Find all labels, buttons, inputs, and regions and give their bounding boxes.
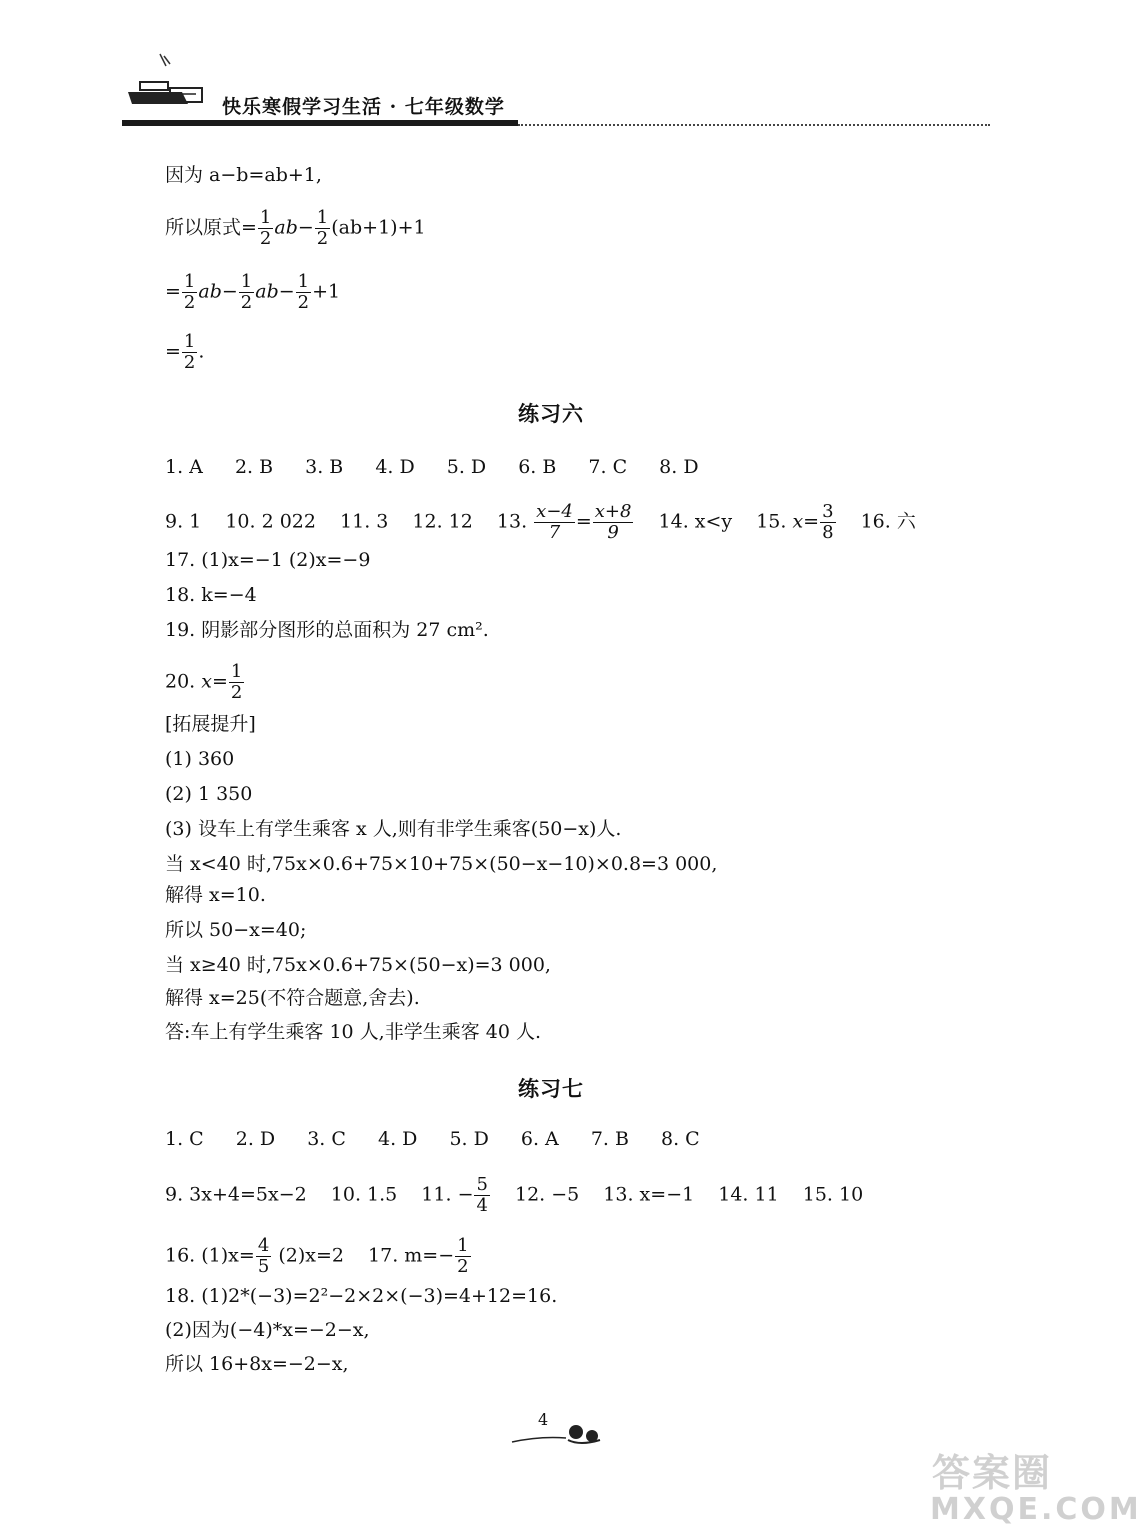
fraction-q17 bbox=[455, 1236, 470, 1277]
answer-q13-label: 13. bbox=[496, 510, 528, 533]
watermark-url: MXQE.COM bbox=[930, 1492, 1142, 1527]
fraction-half bbox=[239, 272, 254, 313]
prev-l2-b: (ab+1)+1 bbox=[331, 216, 426, 239]
answer-q20-label: 20. bbox=[165, 670, 196, 693]
extension-line: 解得 x=10. bbox=[165, 884, 266, 906]
prev-l3-a: ab− bbox=[198, 280, 238, 303]
answer-item: 4. D bbox=[377, 1128, 418, 1150]
frac-num: 1 bbox=[230, 661, 243, 682]
fraction-q13-left bbox=[534, 502, 575, 543]
frac-num: x+8 bbox=[594, 501, 632, 522]
answer-item: 1. A bbox=[165, 456, 203, 478]
prev-line-1: 因为 a−b=ab+1, bbox=[165, 164, 322, 186]
answer-item: 1. C bbox=[165, 1128, 204, 1150]
section6-row2 bbox=[165, 502, 916, 543]
frac-num: 3 bbox=[822, 501, 834, 522]
answer-item: 3. B bbox=[305, 456, 344, 478]
fraction-half bbox=[182, 332, 197, 373]
frac-den: 2 bbox=[183, 352, 196, 373]
fraction-half bbox=[258, 208, 273, 249]
frac-num: 1 bbox=[297, 271, 310, 292]
fraction-q20 bbox=[229, 662, 244, 703]
answer-item: 6. B bbox=[518, 456, 557, 478]
answer-item: 6. A bbox=[520, 1128, 559, 1150]
header-logo bbox=[122, 52, 212, 112]
section7-row2 bbox=[165, 1175, 863, 1216]
answer-item: 2. D bbox=[235, 1128, 276, 1150]
answer-item: 7. B bbox=[590, 1128, 629, 1150]
section7-row1 bbox=[165, 1127, 704, 1151]
answer-q12: 12. 12 bbox=[412, 510, 473, 533]
answer-q17-pre: m=− bbox=[404, 1244, 455, 1267]
answer-q9: 9. 3x+4=5x−2 bbox=[165, 1183, 307, 1206]
prev-l3-prefix: = bbox=[165, 280, 181, 303]
prev-line-4 bbox=[165, 332, 204, 373]
fraction-q16 bbox=[256, 1236, 271, 1277]
fraction-q11 bbox=[474, 1175, 489, 1216]
answer-q12: 12. −5 bbox=[514, 1183, 580, 1206]
answer-q15-label: 15. bbox=[756, 510, 787, 533]
answer-q14: 14. x<y bbox=[658, 510, 733, 533]
answer-q16-pre: (1)x= bbox=[201, 1244, 255, 1267]
fraction-half bbox=[315, 208, 330, 249]
prev-l3-c: +1 bbox=[312, 280, 341, 303]
answer-item: 2. B bbox=[234, 456, 274, 478]
answer-q18-line2: (2)因为(−4)*x=−2−x, bbox=[165, 1319, 370, 1341]
section6-title: 练习六 bbox=[518, 401, 584, 426]
extension-line: 所以 50−x=40; bbox=[165, 919, 307, 941]
answer-q18: 18. k=−4 bbox=[165, 584, 257, 606]
prev-l4-suffix: . bbox=[198, 340, 205, 363]
answer-item: 8. D bbox=[659, 456, 699, 478]
answer-q16: 16. 六 bbox=[860, 510, 916, 533]
answer-q19: 19. 阴影部分图形的总面积为 27 cm². bbox=[165, 619, 489, 641]
section6-row1 bbox=[165, 455, 703, 479]
answer-q9: 9. 1 bbox=[165, 510, 202, 533]
frac-num: 4 bbox=[257, 1235, 270, 1256]
section7-row3 bbox=[165, 1236, 472, 1277]
frac-num: 1 bbox=[316, 207, 329, 228]
answer-q15-pre: x= bbox=[792, 510, 820, 533]
answer-q16-label: 16. bbox=[165, 1244, 196, 1267]
answer-q11-pre: − bbox=[457, 1183, 474, 1206]
prev-l4-prefix: = bbox=[165, 340, 181, 363]
page-number: 4 bbox=[538, 1410, 549, 1429]
answer-q17: 17. (1)x=−1 (2)x=−9 bbox=[165, 549, 371, 571]
frac-num: 5 bbox=[476, 1174, 488, 1195]
prev-l2-prefix: 所以原式= bbox=[165, 216, 257, 239]
prev-l2-a: ab− bbox=[274, 216, 314, 239]
frac-den: 2 bbox=[259, 228, 272, 249]
page-ornament-icon bbox=[510, 1418, 610, 1446]
answer-q18: 18. (1)2*(−3)=2²−2×2×(−3)=4+12=16. bbox=[165, 1285, 558, 1307]
answer-item: 4. D bbox=[375, 456, 415, 478]
answer-q18-line3: 所以 16+8x=−2−x, bbox=[165, 1353, 349, 1375]
frac-num: 1 bbox=[240, 271, 253, 292]
answer-q20-pre: x= bbox=[201, 670, 228, 693]
header-rule-dotted bbox=[518, 124, 990, 126]
answer-q10: 10. 1.5 bbox=[330, 1183, 398, 1206]
frac-num: 1 bbox=[259, 207, 272, 228]
fraction-half bbox=[182, 272, 197, 313]
frac-den: 2 bbox=[316, 228, 329, 249]
watermark-logo: 答案圈 bbox=[932, 1451, 1053, 1495]
frac-den: 2 bbox=[183, 292, 196, 313]
extension-line: 当 x≥40 时,75x×0.6+75×(50−x)=3 000, bbox=[165, 954, 551, 976]
prev-line-2 bbox=[165, 208, 426, 249]
frac-num: 1 bbox=[183, 331, 196, 352]
answer-q13: 13. x=−1 bbox=[603, 1183, 695, 1206]
answer-q17-label: 17. bbox=[368, 1244, 399, 1267]
header-rule-solid bbox=[122, 120, 518, 126]
section7-title: 练习七 bbox=[518, 1076, 584, 1101]
prev-l3-b: ab− bbox=[255, 280, 295, 303]
frac-den: 5 bbox=[257, 1256, 270, 1277]
answer-q20 bbox=[165, 662, 245, 703]
fraction-half bbox=[296, 272, 311, 313]
answer-item: 8. C bbox=[661, 1128, 700, 1150]
frac-den: 2 bbox=[230, 682, 243, 703]
extension-title: [拓展提升] bbox=[165, 713, 256, 735]
frac-num: x−4 bbox=[536, 501, 573, 522]
answer-q11: 11. 3 bbox=[340, 510, 389, 533]
answer-q10: 10. 2 022 bbox=[225, 510, 316, 533]
header-title: 快乐寒假学习生活 · 七年级数学 bbox=[222, 96, 505, 118]
frac-den: 8 bbox=[822, 522, 834, 543]
frac-num: 1 bbox=[183, 271, 196, 292]
frac-num: 1 bbox=[457, 1235, 469, 1256]
prev-line-3 bbox=[165, 272, 340, 313]
extension-line: (2) 1 350 bbox=[165, 783, 253, 805]
extension-line: 解得 x=25(不符合题意,舍去). bbox=[165, 987, 420, 1009]
answer-item: 7. C bbox=[588, 456, 628, 478]
fraction-q13-right bbox=[593, 502, 634, 543]
frac-den: 2 bbox=[457, 1256, 469, 1277]
answer-q15: 15. 10 bbox=[802, 1183, 864, 1206]
answer-q14: 14. 11 bbox=[718, 1183, 779, 1206]
extension-line: 当 x<40 时,75x×0.6+75×10+75×(50−x−10)×0.8=3 000, bbox=[165, 853, 718, 875]
answer-item: 5. D bbox=[446, 456, 487, 478]
answer-q16-post: (2)x=2 bbox=[278, 1244, 344, 1267]
answer-item: 5. D bbox=[449, 1128, 489, 1150]
extension-line: (3) 设车上有学生乘客 x 人,则有非学生乘客(50−x)人. bbox=[165, 818, 622, 840]
extension-line: 答:车上有学生乘客 10 人,非学生乘客 40 人. bbox=[165, 1021, 541, 1043]
extension-line: (1) 360 bbox=[165, 748, 235, 770]
frac-den: 9 bbox=[607, 522, 619, 543]
frac-den: 4 bbox=[476, 1195, 488, 1216]
equals-sign: = bbox=[575, 510, 592, 533]
answer-item: 3. C bbox=[307, 1128, 346, 1150]
frac-den: 7 bbox=[548, 522, 561, 543]
fraction-q15 bbox=[820, 502, 835, 543]
frac-den: 2 bbox=[297, 292, 310, 313]
frac-den: 2 bbox=[240, 292, 253, 313]
answer-q11-label: 11. bbox=[421, 1183, 452, 1206]
